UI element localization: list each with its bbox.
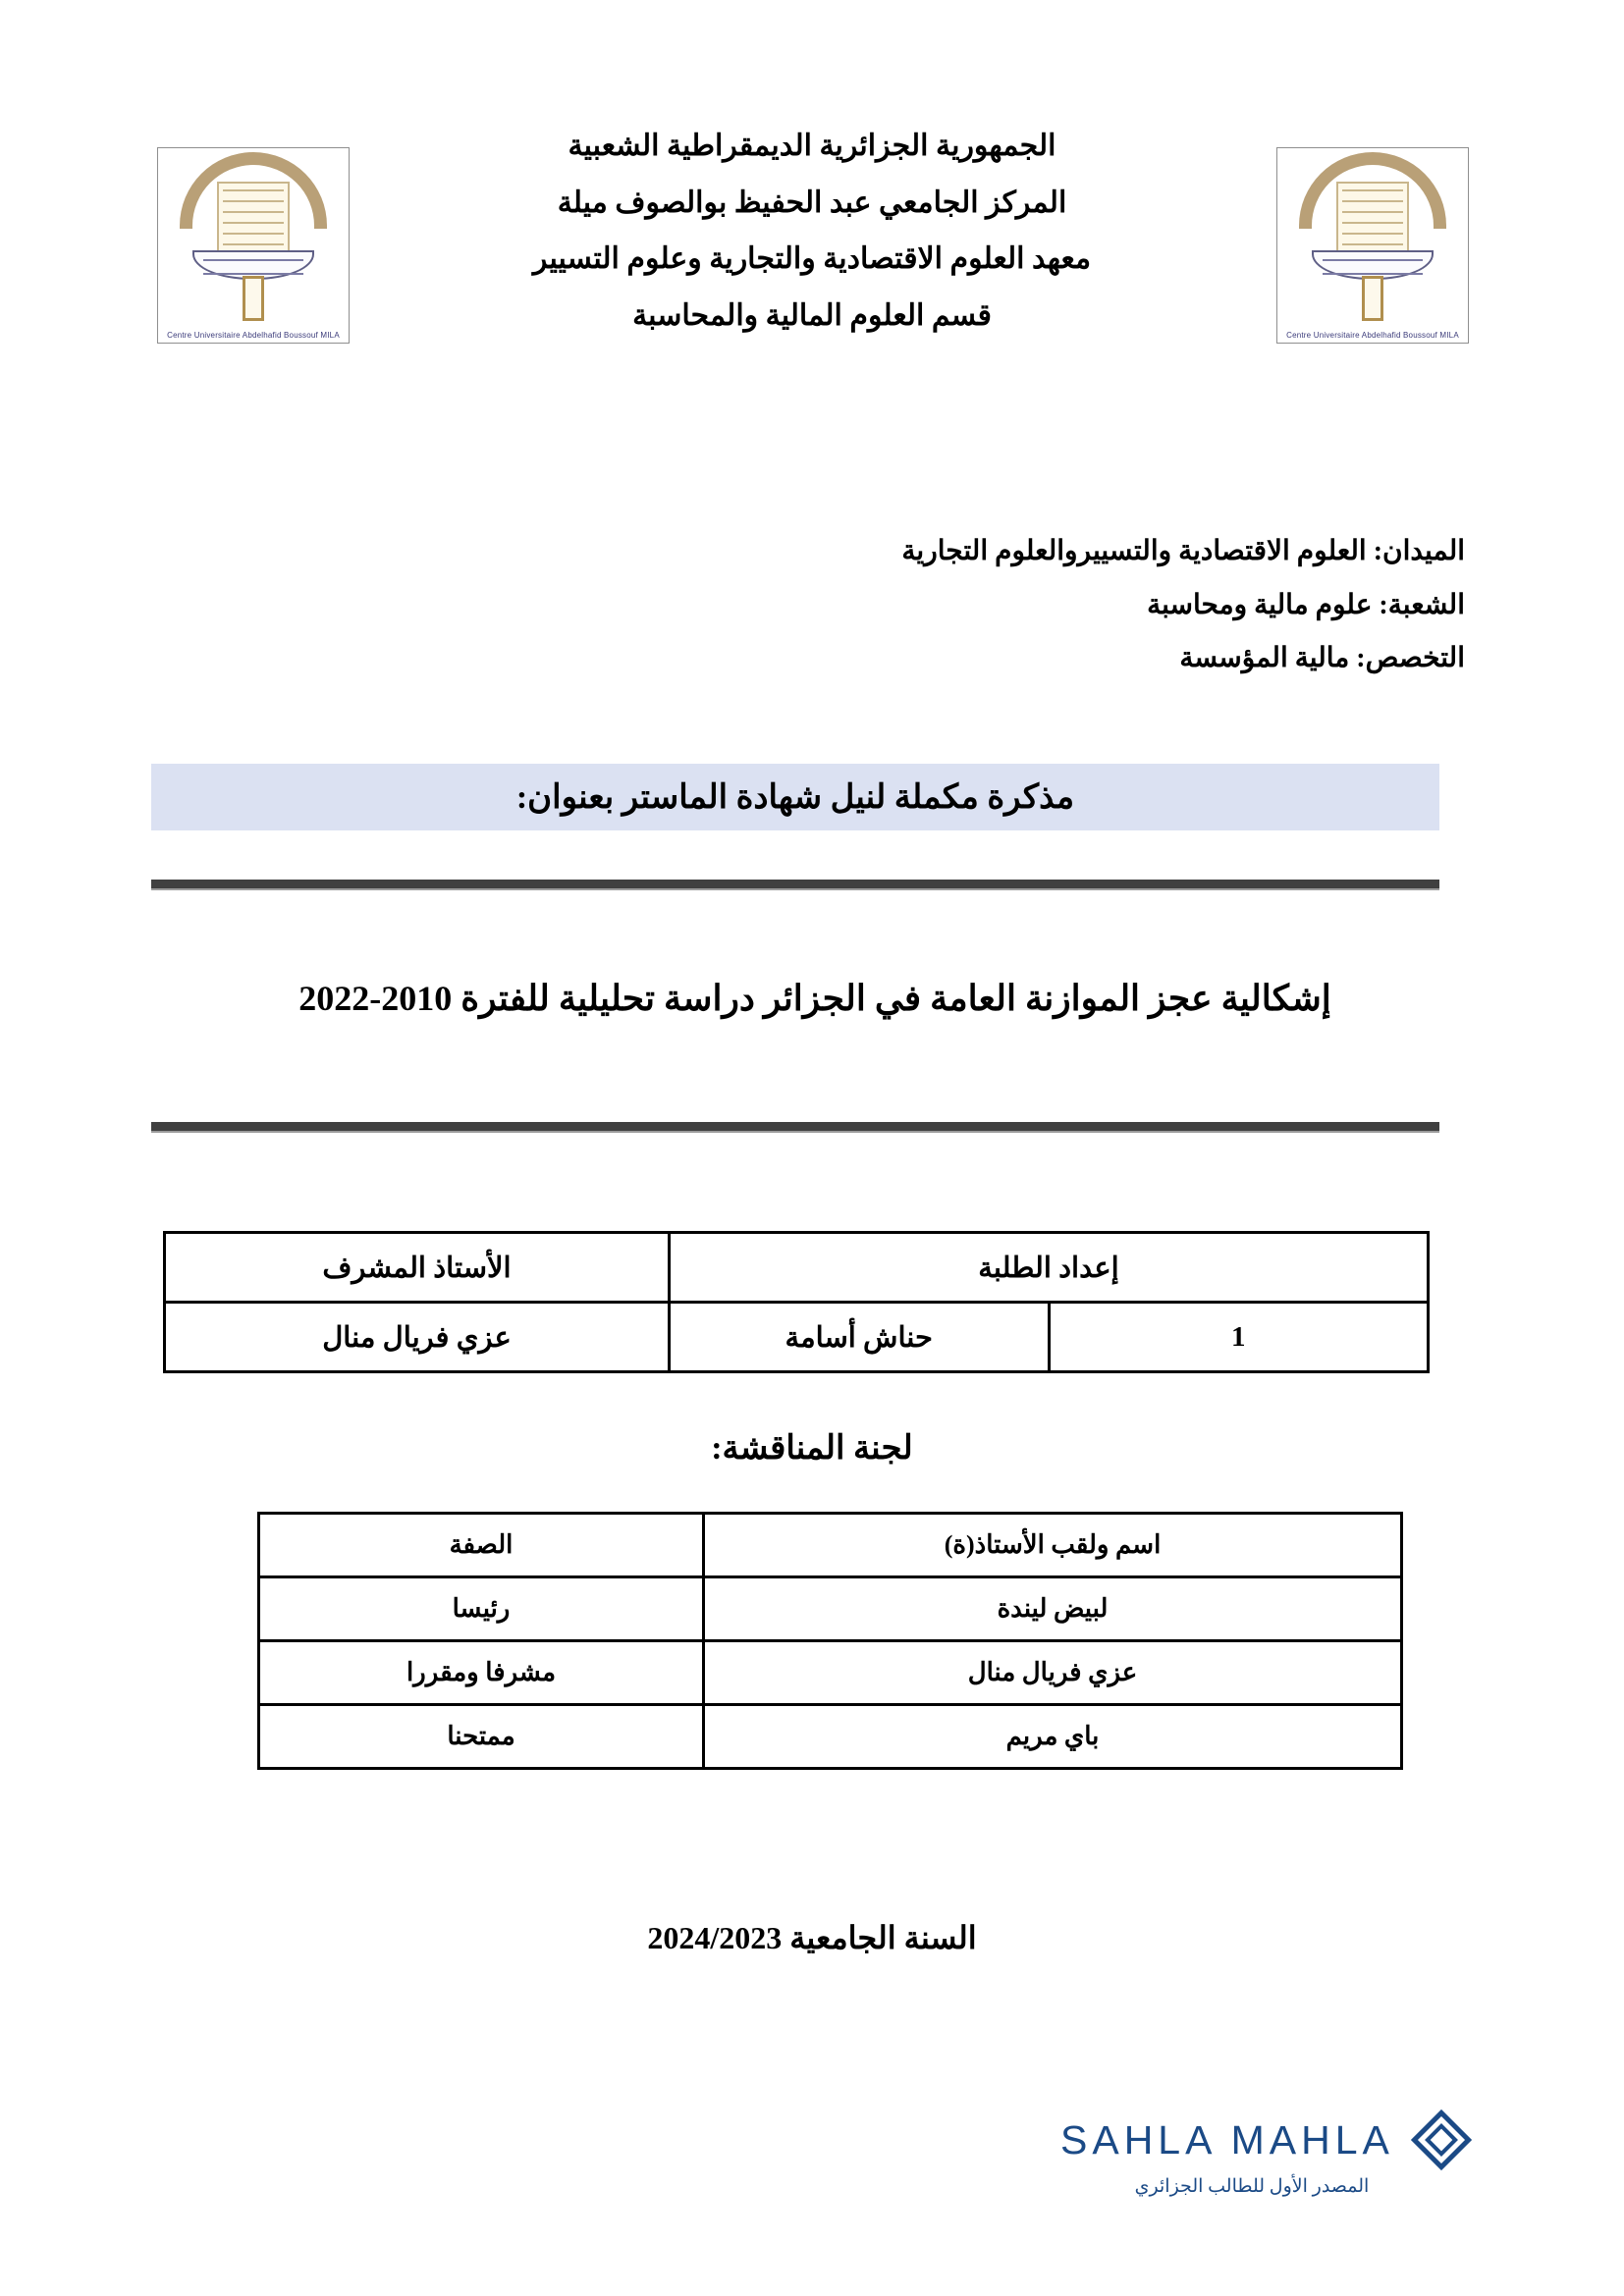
building-icon <box>217 182 290 252</box>
header-text-block <box>373 118 1251 344</box>
minaret-icon <box>1362 276 1383 321</box>
site-watermark <box>1060 2110 1551 2238</box>
thesis-title: إشكالية عجز الموازنة العامة في الجزائر دراسة تحليلية للفترة 2010-2022 <box>298 979 1331 1018</box>
branch-line: الشعبة: علوم مالية ومحاسبة <box>1147 589 1465 620</box>
table-header-row <box>165 1233 1429 1303</box>
jury-name-header: اسم ولقب الأستاذ(ة) <box>704 1514 1402 1577</box>
field-line: الميدان: العلوم الاقتصادية والتسييروالعلوم التجارية <box>901 536 1465 566</box>
watermark-title: SAHLA MAHLA <box>1060 2116 1394 2163</box>
diamond-logo-icon <box>1412 2110 1471 2169</box>
thesis-type-banner <box>151 764 1439 830</box>
table-row <box>259 1705 1402 1769</box>
jury-member-name: باي مريم <box>704 1705 1402 1769</box>
watermark-row <box>1060 2110 1551 2169</box>
table-header-row <box>259 1514 1402 1577</box>
logo-artwork <box>158 148 349 343</box>
supervisor-name-cell: عزي فريال منال <box>165 1303 670 1372</box>
document-header <box>0 118 1624 412</box>
specialty-line: التخصص: مالية المؤسسة <box>1179 643 1465 674</box>
student-index-cell: 1 <box>1049 1303 1429 1372</box>
students-header-cell: إعداد الطلبة <box>670 1233 1429 1303</box>
header-line-university: المركز الجامعي عبد الحفيظ بوالصوف ميلة <box>557 186 1067 219</box>
jury-table <box>257 1512 1403 1770</box>
jury-role-header: الصفة <box>259 1514 704 1577</box>
building-icon <box>1336 182 1409 252</box>
table-row <box>259 1641 1402 1705</box>
students-table <box>163 1231 1430 1373</box>
program-metadata <box>159 525 1465 686</box>
jury-member-role: مشرفا ومقررا <box>259 1641 704 1705</box>
header-line-department: قسم العلوم المالية والمحاسبة <box>632 298 992 332</box>
table-row <box>259 1577 1402 1641</box>
minaret-icon <box>243 276 264 321</box>
jury-member-role: ممتحنا <box>259 1705 704 1769</box>
logo-caption: Centre Universitaire Abdelhafid Boussouf MILA <box>167 331 340 340</box>
logo-artwork <box>1277 148 1468 343</box>
title-rule-top <box>151 880 1439 890</box>
table-row <box>165 1303 1429 1372</box>
logo-caption: Centre Universitaire Abdelhafid Boussouf MILA <box>1286 331 1459 340</box>
academic-year: السنة الجامعية 2024/2023 <box>647 1920 977 1955</box>
supervisor-header-cell: الأستاذ المشرف <box>165 1233 670 1303</box>
header-line-institute: معهد العلوم الاقتصادية والتجارية وعلوم التسيير <box>532 242 1092 276</box>
university-logo-right <box>1276 147 1469 344</box>
jury-heading: لجنة المناقشة: <box>711 1430 913 1467</box>
jury-member-role: رئيسا <box>259 1577 704 1641</box>
jury-member-name: لبيض ليندة <box>704 1577 1402 1641</box>
jury-member-name: عزي فريال منال <box>704 1641 1402 1705</box>
watermark-subtitle: المصدر الأول للطالب الجزائري <box>1134 2176 1370 2197</box>
header-line-country: الجمهورية الجزائرية الديمقراطية الشعبية <box>568 130 1056 162</box>
student-name-cell: حناش أسامة <box>670 1303 1050 1372</box>
title-rule-bottom <box>151 1122 1439 1133</box>
university-logo-left <box>157 147 350 344</box>
thesis-type-label: مذكرة مكملة لنيل شهادة الماستر بعنوان: <box>515 779 1075 816</box>
